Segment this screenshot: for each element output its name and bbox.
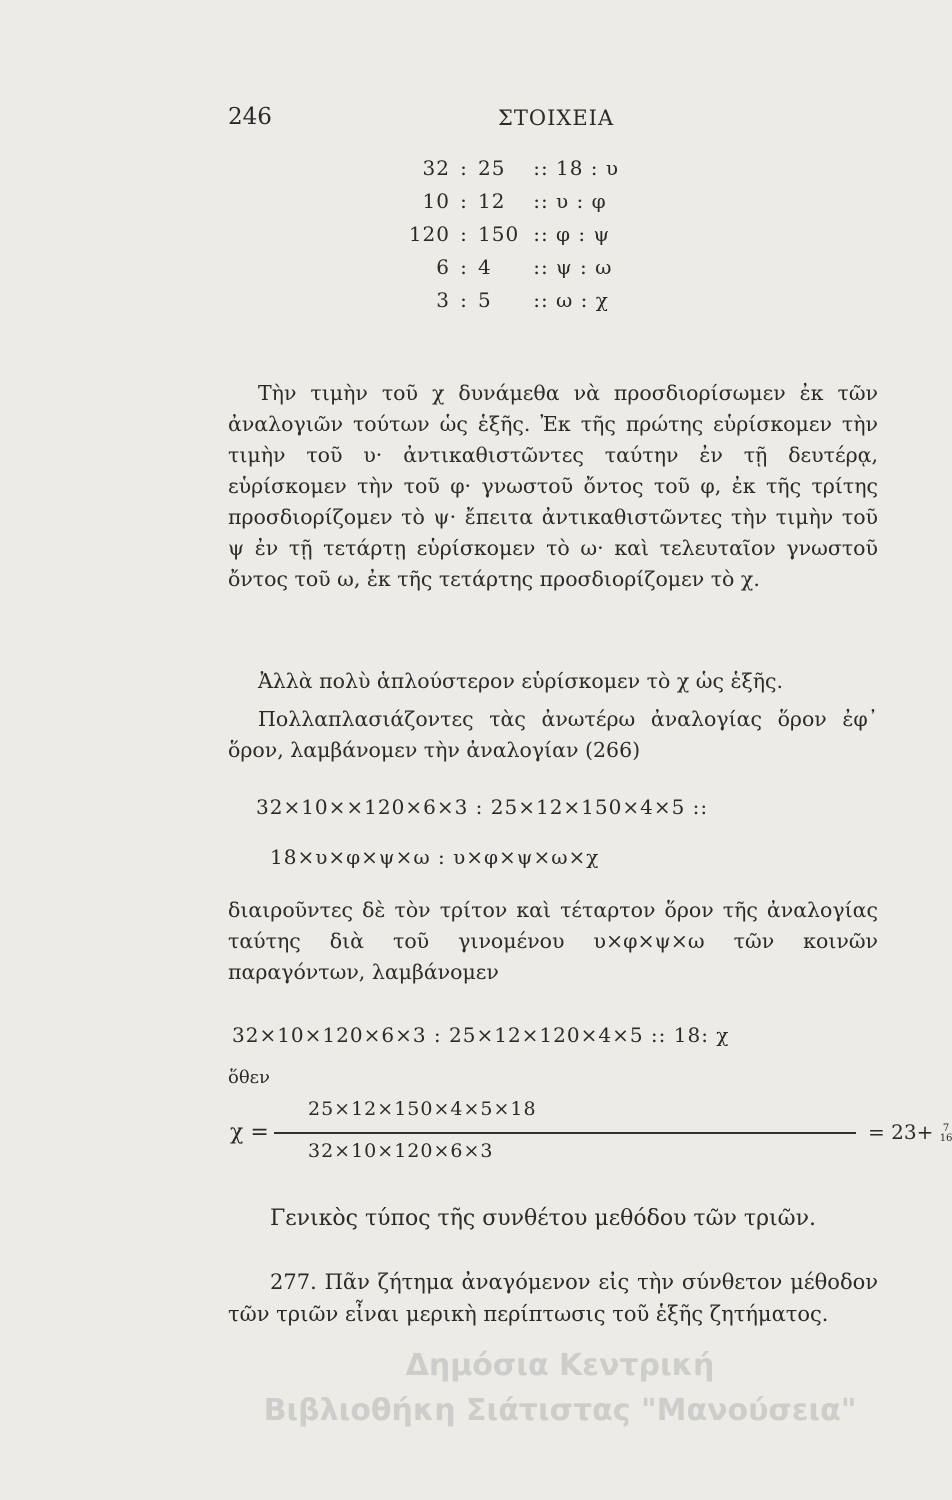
proportion-row [390,189,646,222]
term-a: 10 [422,189,450,213]
ratio-sign: : [460,255,468,279]
paragraph-method-one: Τὴν τιμὴν τοῦ χ δυνάμεθα νὰ προσδιορίσωμεν ἐκ τῶν ἀναλογιῶν τούτων ὡς ἑξῆς. Ἐκ τῆς πρώτης εὑρίσκομεν τὴν τιμὴν τοῦ υ· ἀντικαθιστῶντες ταύτην ἐν τῇ δευτέρᾳ, εὑρίσκομεν τὴν τοῦ φ· γνωστοῦ ὄντος τοῦ φ, ἐκ τῆς τρίτης προσδιορίζομεν τὸ ψ· ἔπειτα ἀντικαθιστῶντες τὴν τιμὴν τοῦ ψ ἐν τῇ τετάρτῃ εὑρίσκομεν τὸ ω· καὶ τελευταῖον γνωστοῦ ὄντος τοῦ ω, ἐκ τῆς τετάρτης προσδιορίζομεν τὸ χ. [228,381,878,591]
paragraph-multiply: Πολλαπλασιάζοντες τὰς ἀνωτέρω ἀναλογίας ὅρον ἐφ᾽ ὅρον, λαμβάνομεν τὴν ἀναλογίαν (266) [228,707,878,762]
paragraph-simpler: Ἀλλὰ πολὺ ἁπλούστερον εὑρίσκομεν τὸ χ ὡς ἑξῆς. [258,669,784,693]
paragraph-divide: διαιροῦντες δὲ τὸν τρίτον καὶ τέταρτον ὅρον τῆς ἀναλογίας ταύτης διὰ τοῦ γινομένου υ×φ×ψ×ω τῶν κοινῶν παραγόντων, λαμβάνομεν [228,898,878,984]
term-b: 12 [478,189,506,213]
fraction-numerator: 25×12×150×4×5×18 [308,1098,537,1120]
small-fraction [940,1124,952,1144]
small-fraction-numerator: 7 [942,1122,950,1134]
product-proportion-line-1: 32×10××120×6×3 : 25×12×150×4×5 :: [256,795,709,819]
term-a: 32 [422,156,450,180]
small-fraction-denominator: 16 [939,1132,952,1144]
proportion-list [390,156,646,321]
proportion-sign: :: [533,156,549,180]
term-a: 6 [436,255,450,279]
proportion-sign: :: [533,189,549,213]
term-cd: 18 : υ [556,156,620,180]
product-proportion-line-2: 18×υ×φ×ψ×ω : υ×φ×ψ×ω×χ [270,845,600,869]
proportion-row [390,288,646,321]
term-a: 120 [408,222,450,246]
fraction-bar [274,1132,856,1134]
proportion-row [390,222,646,255]
proportion-sign: :: [533,288,549,312]
term-b: 5 [478,288,492,312]
ratio-sign: : [460,156,468,180]
ratio-sign: : [460,222,468,246]
ratio-sign: : [460,288,468,312]
term-cd: φ : ψ [556,222,611,246]
term-b: 4 [478,255,492,279]
chi-lhs: χ = [230,1120,269,1145]
library-watermark-line-1: Δημόσια Κεντρική [405,1348,715,1383]
proportion-sign: :: [533,222,549,246]
paragraph-277: 277. Πᾶν ζήτημα ἀναγόμενον εἰς τὴν σύνθετον μέθοδον τῶν τριῶν εἶναι μερικὴ περίπτωσις τοῦ ἑξῆς ζητήματος. [228,1270,878,1326]
library-watermark-line-2: Βιβλιοθήκη Σιάτιστας "Μανούσεια" [263,1393,857,1428]
term-b: 25 [478,156,506,180]
term-b: 150 [478,222,520,246]
proportion-sign: :: [533,255,549,279]
paragraph-whence: ὅθεν [228,1067,270,1088]
term-cd: ω : χ [556,288,609,312]
ratio-sign: : [460,189,468,213]
section-title: Γενικὸς τύπος τῆς συνθέτου μεθόδου τῶν τριῶν. [270,1206,816,1231]
fraction-denominator: 32×10×120×6×3 [308,1140,494,1162]
term-cd: υ : φ [556,189,607,213]
chi-result [868,1120,952,1144]
proportion-row [390,255,646,288]
reduced-proportion: 32×10×120×6×3 : 25×12×120×4×5 :: 18: χ [232,1023,730,1047]
running-title: ΣΤΟΙΧΕΙΑ [498,106,615,130]
term-cd: ψ : ω [556,255,613,279]
page-header [228,104,878,144]
proportion-row [390,156,646,189]
result-integer: = 23+ [868,1120,934,1144]
chi-equation [228,1098,952,1168]
term-a: 3 [436,288,450,312]
page-number: 246 [228,104,272,130]
